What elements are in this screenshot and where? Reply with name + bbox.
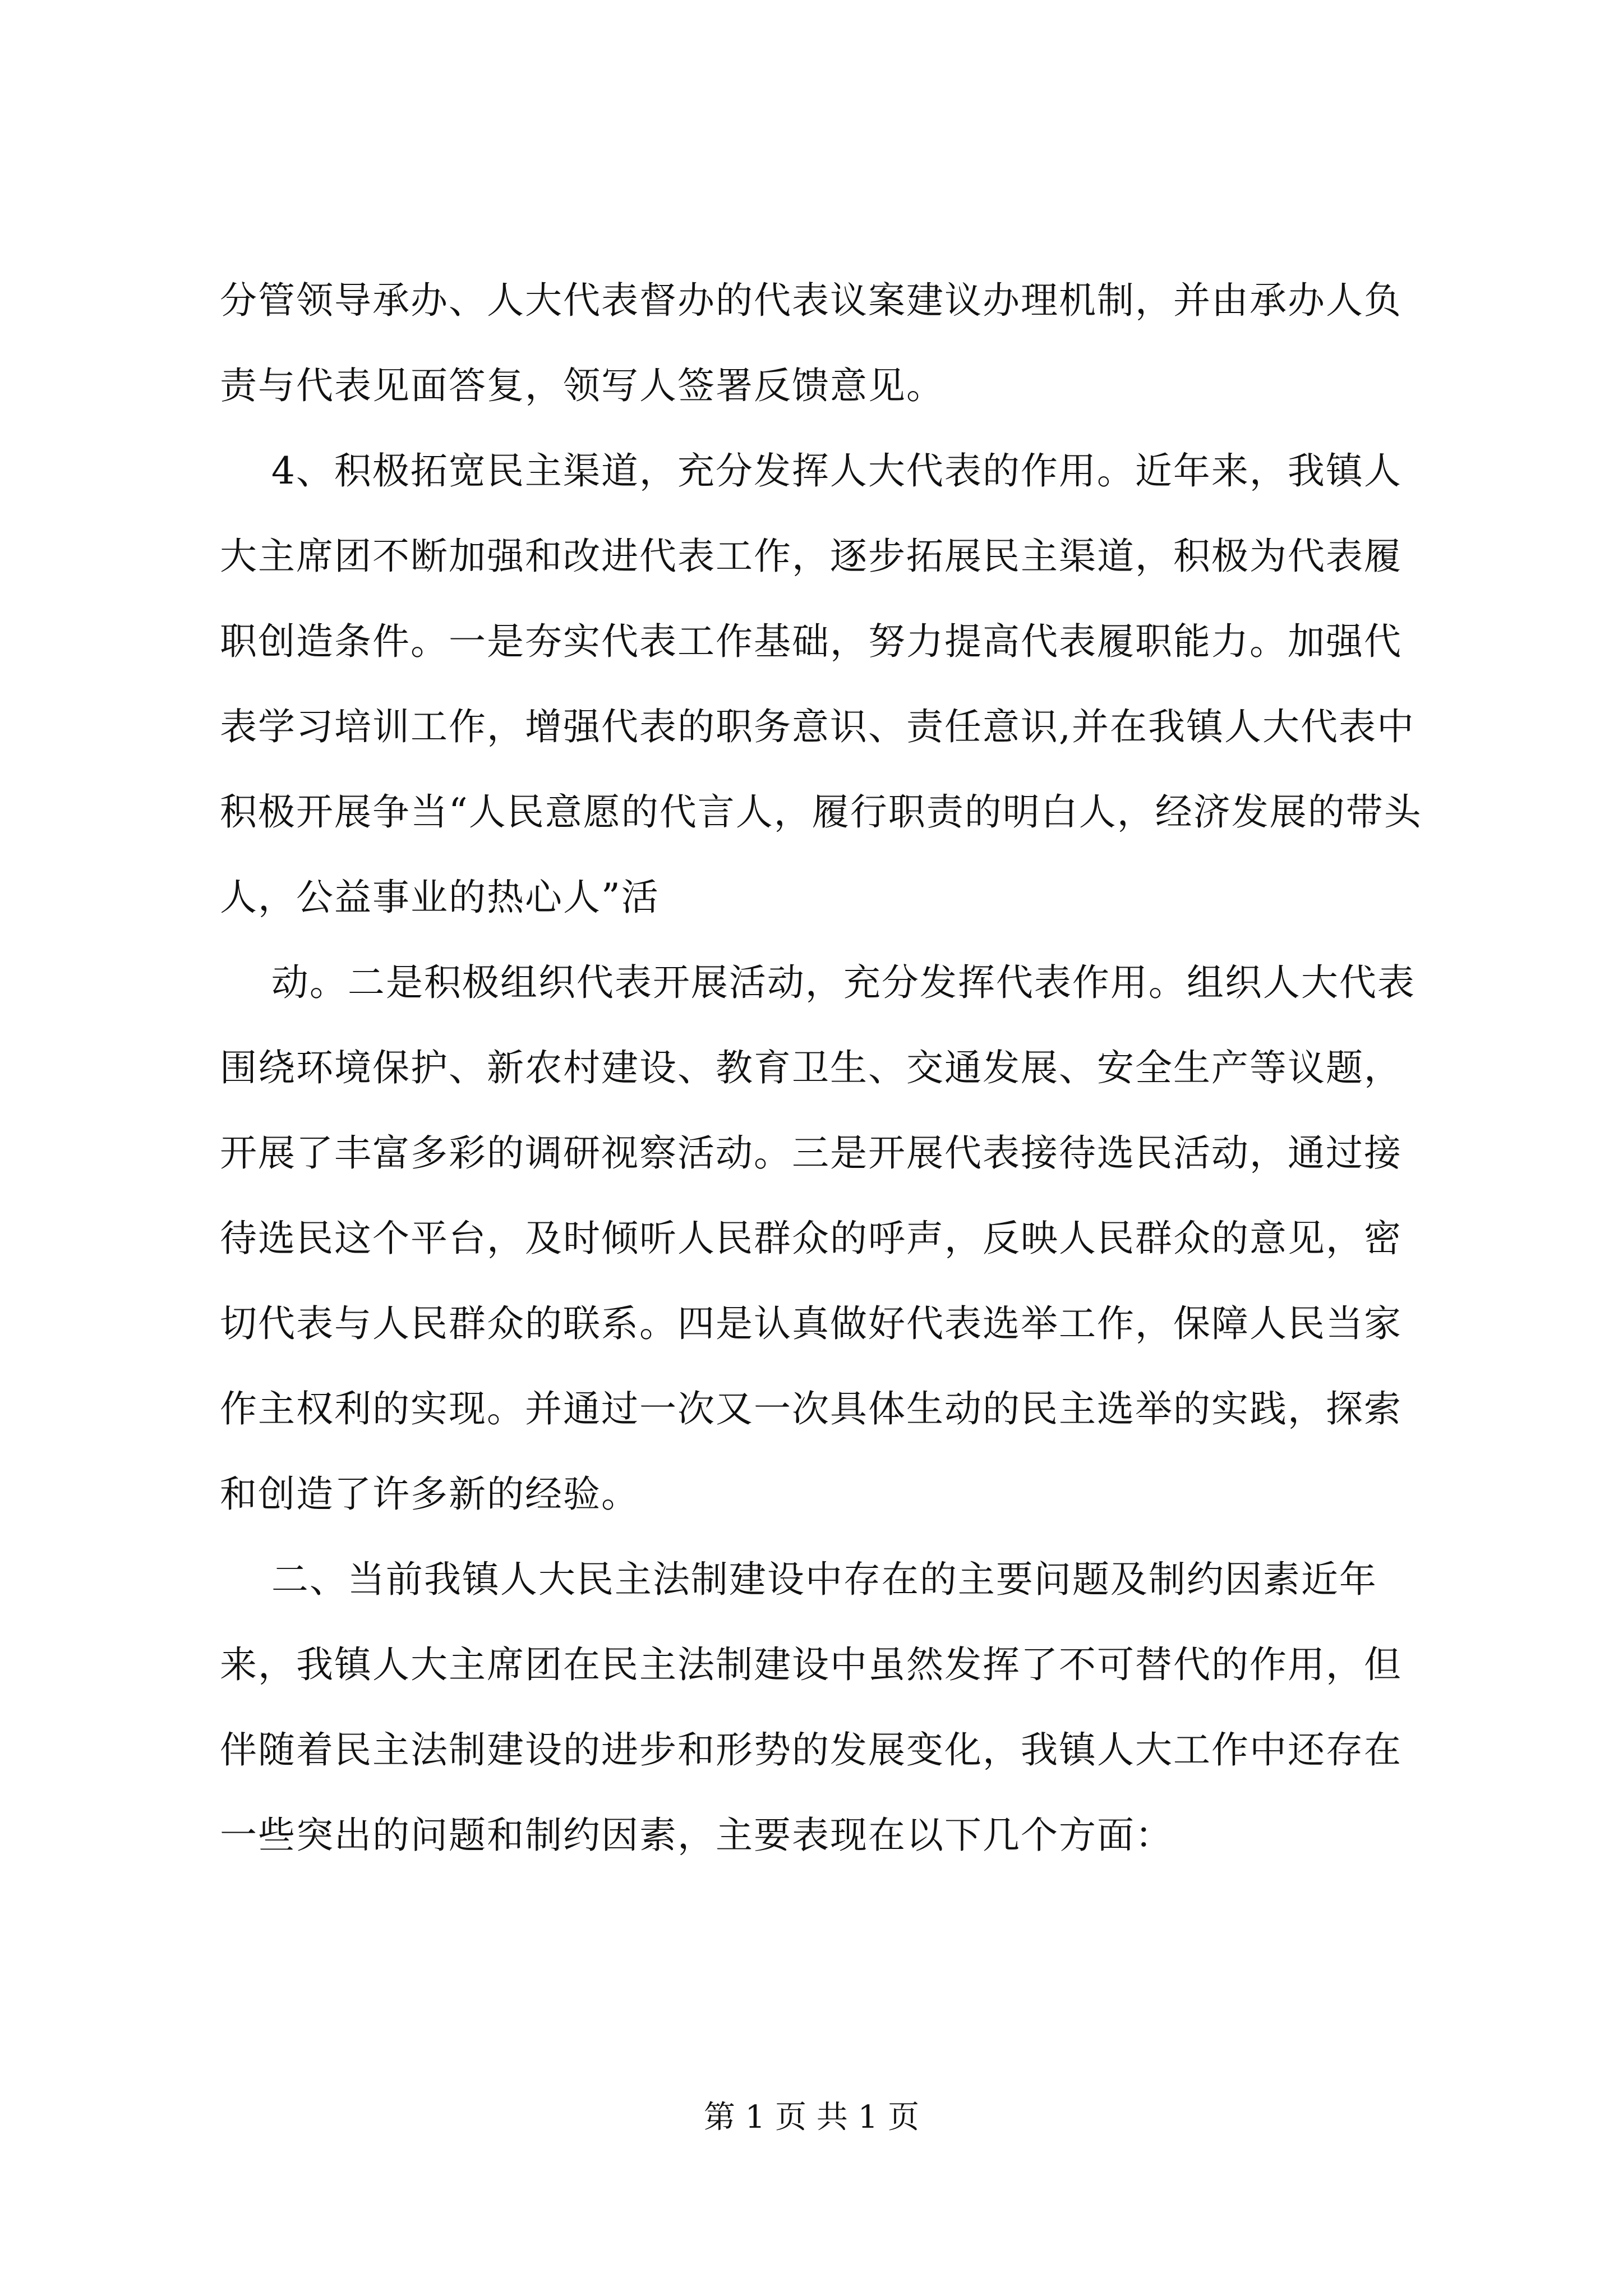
paragraph-1: 分管领导承办、人大代表督办的代表议案建议办理机制，并由承办人负责与代表见面答复，领写人签署反馈意见。 <box>220 279 1402 407</box>
paragraph-4: 二、当前我镇人大民主法制建设中存在的主要问题及制约因素近年来，我镇人大主席团在民主法制建设中虽然发挥了不可替代的作用，但伴随着民主法制建设的进步和形势的发展变化，我镇人大工作中还存在一些突出的问题和制约因素，主要表现在以下几个方面： <box>220 1558 1402 1857</box>
paragraph-2: 4、积极拓宽民主渠道，充分发挥人大代表的作用。近年来，我镇人大主席团不断加强和改进代表工作，逐步拓展民主渠道，积极为代表履职创造条件。一是夯实代表工作基础，努力提高代表履职能力。加强代表学习培训工作，增强代表的职务意识、责任意识,并在我镇人大代表中积极开展争当“人民意愿的代言人，履行职责的明白人，经济发展的带头人，公益事业的热心人”活 <box>220 449 1422 919</box>
document-body <box>220 258 1426 1878</box>
paragraph-3: 动。二是积极组织代表开展活动，充分发挥代表作用。组织人大代表围绕环境保护、新农村建设、教育卫生、交通发展、安全生产等议题，开展了丰富多彩的调研视察活动。三是开展代表接待选民活动，通过接待选民这个平台，及时倾听人民群众的呼声，反映人民群众的意见，密切代表与人民群众的联系。四是认真做好代表选举工作，保障人民当家作主权利的实现。并通过一次又一次具体生动的民主选举的实践，探索和创造了许多新的经验。 <box>220 961 1415 1516</box>
page-footer: 第 1 页 共 1 页 <box>703 2099 920 2136</box>
